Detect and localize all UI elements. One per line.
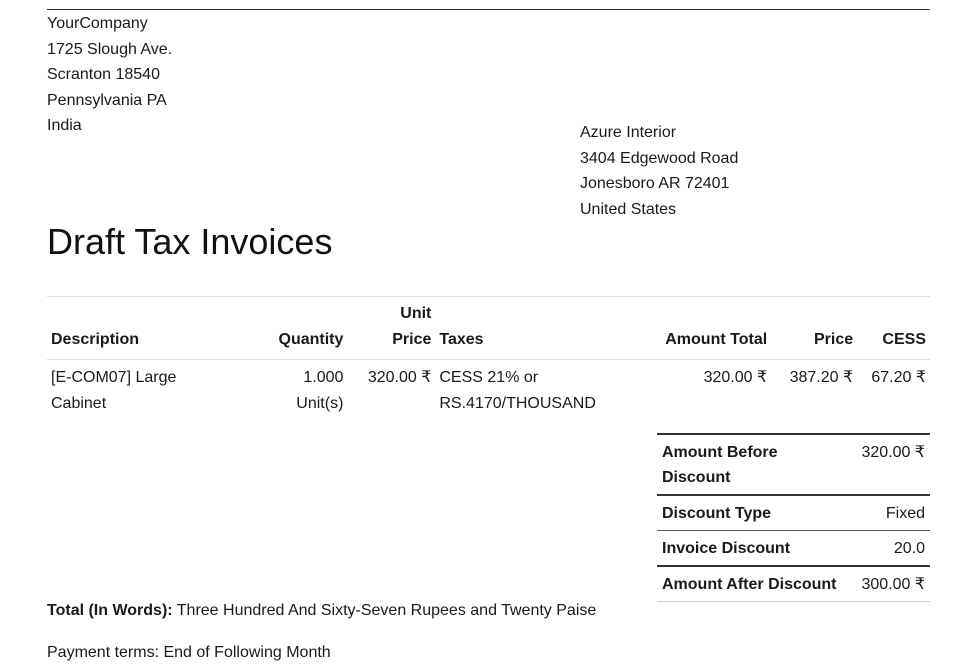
invoice-discount-value: 20.0	[893, 540, 925, 557]
company-street: 1725 Slough Ave.	[47, 40, 173, 58]
total-in-words	[47, 598, 596, 624]
customer-city-zip: Jonesboro AR 72401	[580, 175, 730, 192]
summary-row-amount-before-discount	[657, 434, 930, 495]
discount-type-value: Fixed	[885, 505, 925, 522]
table-header-row	[47, 297, 930, 360]
header-divider	[47, 9, 930, 10]
customer-country: United States	[580, 200, 677, 218]
total-in-words-label: Total (In Words):	[47, 602, 173, 619]
company-city-zip: Scranton 18540	[47, 66, 160, 83]
amount-after-discount-value: 300.00 ₹	[861, 576, 925, 593]
col-header-amount: Amount Total	[617, 297, 771, 360]
payment-terms: Payment terms: End of Following Month	[47, 644, 331, 661]
cell-quantity-uom: Unit(s)	[296, 394, 344, 412]
col-header-unit-price	[347, 297, 435, 360]
cell-quantity-value: 1.000	[303, 369, 344, 386]
col-header-total-price: Price	[771, 297, 857, 360]
summary-row-amount-after-discount	[657, 566, 930, 602]
cell-unit-price: 320.00 ₹	[367, 369, 432, 386]
table-row	[47, 360, 930, 421]
summary-row-discount-type	[657, 495, 930, 531]
col-header-quantity: Quantity	[262, 297, 347, 360]
col-header-cess: CESS	[857, 297, 930, 360]
amount-after-discount-label: Amount After Discount	[662, 576, 837, 593]
amount-before-discount-label-line2: Discount	[662, 469, 731, 486]
cell-total-price: 387.20 ₹	[789, 369, 854, 386]
summary-row-invoice-discount	[657, 531, 930, 567]
company-name: YourCompany	[47, 15, 148, 32]
cell-taxes	[435, 360, 617, 421]
discount-type-label: Discount Type	[662, 505, 772, 522]
cell-taxes-line1: CESS 21% or	[439, 369, 539, 386]
amount-before-discount-label	[657, 434, 852, 495]
cell-description	[47, 360, 262, 421]
col-header-unit-price-line1: Unit	[400, 305, 432, 322]
company-address	[47, 11, 172, 139]
customer-name: Azure Interior	[580, 124, 677, 141]
customer-street: 3404 Edgewood Road	[580, 149, 739, 167]
cell-taxes-line2: RS.4170/THOUSAND	[439, 394, 596, 412]
company-state: Pennsylvania PA	[47, 91, 167, 109]
col-header-taxes: Taxes	[435, 297, 617, 360]
customer-address	[580, 120, 738, 222]
discount-summary-table	[657, 433, 930, 602]
document-title: Draft Tax Invoices	[47, 221, 333, 262]
cell-amount: 320.00 ₹	[703, 369, 768, 386]
cell-cess: 67.20 ₹	[871, 369, 926, 386]
amount-before-discount-label-line1: Amount Before	[662, 444, 778, 461]
cell-description-line1: [E-COM07] Large	[51, 369, 177, 386]
col-header-unit-price-line2: Price	[392, 331, 432, 348]
invoice-lines-table	[47, 296, 930, 420]
invoice-discount-label: Invoice Discount	[662, 540, 791, 557]
cell-quantity	[262, 360, 347, 421]
cell-description-line2: Cabinet	[51, 394, 107, 412]
col-header-description: Description	[47, 297, 262, 360]
total-in-words-value: Three Hundred And Sixty-Seven Rupees and Twenty Paise	[176, 602, 597, 619]
amount-before-discount-value: 320.00 ₹	[861, 444, 925, 461]
company-country: India	[47, 117, 82, 134]
